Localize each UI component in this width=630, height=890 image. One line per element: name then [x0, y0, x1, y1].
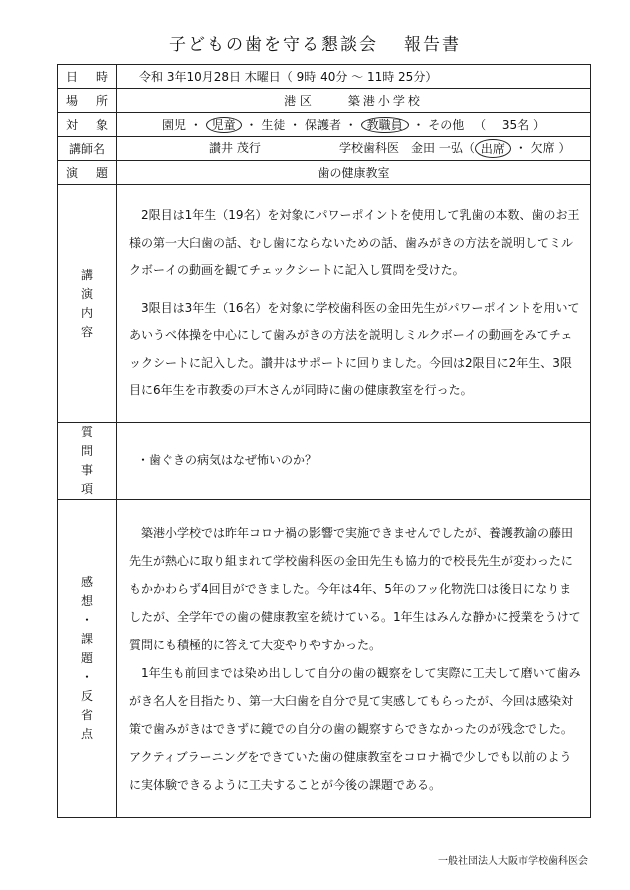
label-lecturer: 講師名 [58, 137, 117, 161]
lecturer-name: 讃井 茂行 [209, 141, 261, 155]
label-impressions: 感 想 ・ 課 題 ・ 反 省 点 [58, 500, 117, 818]
report-table [57, 64, 591, 818]
circled-staff: 教職員 [361, 117, 409, 133]
value-impressions [117, 500, 591, 818]
row-topic [58, 161, 591, 185]
row-impressions [58, 500, 591, 818]
label-questions: 質 問 事 項 [58, 423, 117, 500]
lecturer-doctor: 学校歯科医 金田 一弘（ [339, 141, 475, 155]
value-place [117, 89, 591, 113]
question-item: ・歯ぐきの病気はなぜ怖いのか？ [137, 453, 318, 468]
impressions-paragraph-2: 1年生も前回までは染め出しして自分の歯の観察をして実際に工夫して磨いて歯みがき名人を目指たり、第一大臼歯を自分で見て実感してもらったが、今回は感染対策で歯みがきはできずに鏡での自分の歯の観察すらできなかったのが残念でした。アクティブラーニングをできていた歯の健康教室をコロナ禍で少しでも以前のように実体験できるように工夫することが今後の課題である。 [129, 665, 581, 792]
label-content: 講 演 内 容 [58, 185, 117, 423]
value-date: 令和 3年10月28日 木曜日（ 9時 40分 〜 11時 25分） [117, 65, 591, 89]
lecturer-absent: ・ 欠席 ） [514, 141, 571, 155]
value-topic: 歯の健康教室 [117, 161, 591, 185]
label-topic: 演 題 [58, 161, 117, 185]
row-place [58, 89, 591, 113]
label-target: 対 象 [58, 113, 117, 137]
footer-organization: 一般社団法人大阪市学校歯科医会 [438, 856, 588, 867]
value-lecturer [117, 137, 591, 161]
row-questions [58, 423, 591, 500]
document-title [0, 30, 630, 55]
label-place: 場 所 [58, 89, 117, 113]
value-target: 園児 ・ 児童 ・ 生徒 ・ 保護者 ・ 教職員 ・ その他 （ 35名 ） [117, 113, 591, 137]
place-school: 築港小学校 [347, 94, 423, 108]
circled-attend: 出席 [475, 139, 511, 158]
row-date [58, 65, 591, 89]
place-ward: 港 区 [284, 94, 312, 108]
circled-children: 児童 [206, 117, 242, 133]
title-main: 子どもの歯を守る懇談会 [169, 35, 378, 55]
value-questions [117, 423, 591, 500]
label-date: 日 時 [58, 65, 117, 89]
value-content [117, 185, 591, 423]
content-paragraph-2: 3限目は3年生（16名）を対象に学校歯科医の金田先生がパワーポイントを用いてあいうべ体操を中心にして歯みがきの方法を説明しミルクボーイの動画をみてチェックシートに記入した。讃井はサポートに回りました。今回は2限目に2年生、3限目に6年生を市教委の戸木さんが同時に歯の健康教室を行った。 [129, 300, 580, 398]
row-target [58, 113, 591, 137]
row-content [58, 185, 591, 423]
content-paragraph-1: 2限目は1年生（19名）を対象にパワーポイントを使用して乳歯の本数、歯のお王様の第一大臼歯の話、むし歯にならないための話、歯みがきの方法を説明してミルクボーイの動画を観てチェックシートに記入し質問を受けた。 [129, 208, 580, 278]
title-sub: 報告書 [404, 35, 461, 55]
row-lecturer [58, 137, 591, 161]
impressions-paragraph-1: 築港小学校では昨年コロナ禍の影響で実施できませんでしたが、養護教諭の藤田先生が熱心に取り組まれて学校歯科医の金田先生も協力的で校長先生が変わったにもかかわらず4回目ができました。今年は4年、5年のフッ化物洗口は後日になりましたが、全学年での歯の健康教室を続けている。1年生はみんな静かに授業をうけて質問にも積極的に答えて大変やりやすかった。 [129, 525, 581, 652]
